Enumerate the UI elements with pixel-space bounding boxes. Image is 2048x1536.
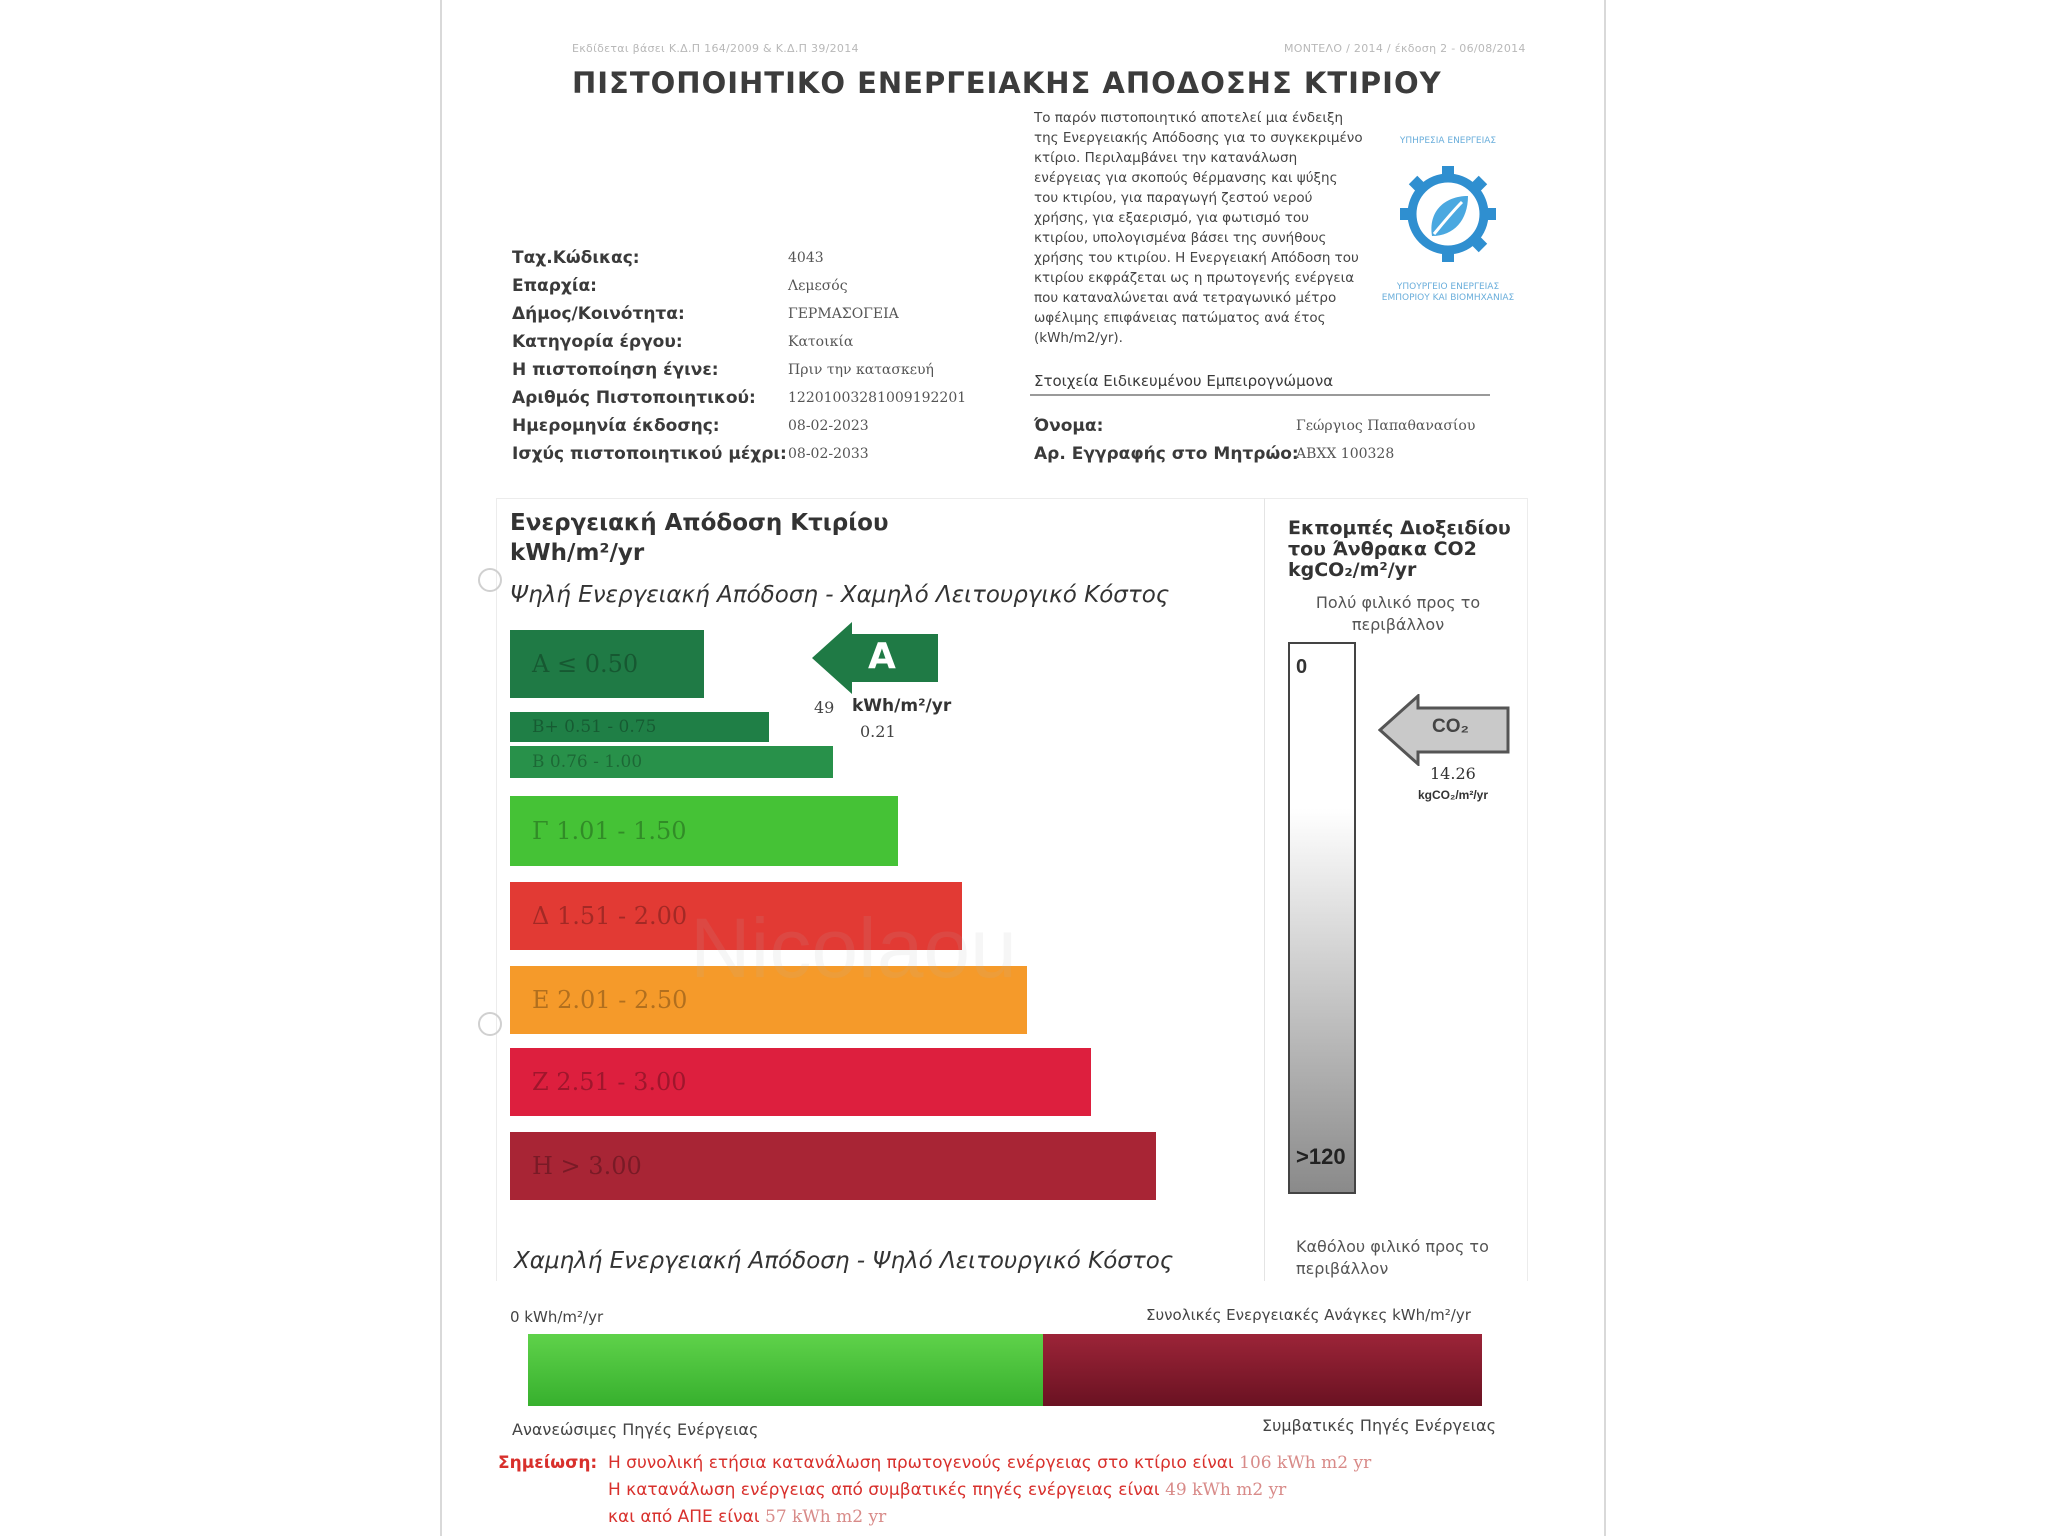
rating-band-label: Β 0.76 - 1.00 <box>532 752 643 772</box>
rating-band-label: Γ 1.01 - 1.50 <box>532 817 687 845</box>
header-regulation-ref: Εκδίδεται βάσει Κ.Δ.Π 164/2009 & Κ.Δ.Π 39/2014 <box>572 42 859 55</box>
logo-top-text: ΥΠΗΡΕΣΙΑ ΕΝΕΡΓΕΙΑΣ <box>1399 136 1497 146</box>
co2-scale-max: >120 <box>1296 1144 1346 1169</box>
expert-name-label: Όνομα: <box>1034 416 1104 436</box>
info-label: Επαρχία: <box>512 276 597 296</box>
info-values <box>788 244 966 468</box>
note-line2-value: 49 kWh m2 yr <box>1165 1480 1287 1500</box>
co2-title-unit: kgCO₂/m²/yr <box>1288 559 1417 581</box>
info-value-postal-code: 4043 <box>788 250 824 266</box>
info-label: Αριθμός Πιστοποιητικού: <box>512 388 756 408</box>
current-energy-ratio: 0.21 <box>860 722 896 741</box>
info-value-certification-stage: Πριν την κατασκευή <box>788 362 934 378</box>
intro-text: Το παρόν πιστοποιητικό αποτελεί μια ένδειξη της Ενεργειακής Απόδοσης για το συγκεκριμένο κτίριο. Περιλαμβάνει την κατανάλωση ενέργειας για σκοπούς θέρμανσης και ψύξης του κτιρίου, για παραγωγή ζεστού νερού χρήσης, για εξαερισμό, για φωτισμό του κτιρίου, υπολογισμένα βάσει της συνήθους χρήσης του κτιρίου. Η Ενεργειακή Απόδοση του κτιρίου εκφράζεται ως η πρωτογενής ενέργεια που καταναλώνεται ανά τετραγωνικό μέτρο ωφέλιμης επιφάνειας πατώματος ανά έτος (kWh/m2/yr). <box>1034 110 1363 346</box>
note-line1-text: Η συνολική ετήσια κατανάλωση πρωτογενούς ενέργειας στο κτίριο είναι <box>608 1453 1234 1473</box>
logo-bottom-line1: ΥΠΟΥΡΓΕΙΟ ΕΝΕΡΓΕΙΑΣ <box>1396 282 1500 292</box>
info-label: Δήμος/Κοινότητα: <box>512 304 685 324</box>
rating-band <box>510 796 898 866</box>
co2-scale-min: 0 <box>1296 656 1308 678</box>
note-line1-value: 106 kWh m2 yr <box>1239 1453 1372 1473</box>
renewable-share-bar <box>528 1334 1043 1406</box>
note-section <box>498 1450 1371 1531</box>
logo-bottom-text <box>1358 282 1538 304</box>
rating-band <box>510 630 704 698</box>
note-line2-text: Η κατανάλωση ενέργειας από συμβατικές πηγές ενέργειας είναι <box>608 1480 1160 1500</box>
expert-values <box>1296 412 1475 468</box>
rating-title <box>510 508 889 568</box>
energy-split-total-label: Συνολικές Ενεργειακές Ανάγκες kWh/m²/yr <box>1146 1306 1471 1324</box>
info-label: Κατηγορία έργου: <box>512 332 683 352</box>
conventional-label: Συμβατικές Πηγές Ενέργειας <box>1262 1416 1496 1435</box>
rating-title-main: Ενεργειακή Απόδοση Κτιρίου <box>510 510 889 536</box>
expert-reg-value: ΑΒΧΧ 100328 <box>1296 446 1395 462</box>
rating-band-label: Ε 2.01 - 2.50 <box>532 986 688 1014</box>
current-energy-unit: kWh/m²/yr <box>852 696 952 716</box>
ministry-logo <box>1358 132 1538 312</box>
note-label: Σημείωση: <box>498 1453 598 1473</box>
note-line-2 <box>498 1477 1371 1504</box>
info-value-category: Κατοικία <box>788 334 854 350</box>
watermark-text: Nicolaou <box>690 901 1017 995</box>
header-model-ref: ΜΟΝΤΕΛΟ / 2014 / έκδοση 2 - 06/08/2014 <box>1284 42 1526 55</box>
co2-scale-bar <box>1288 642 1356 1194</box>
info-label: Ισχύς πιστοποιητικού μέχρι: <box>512 444 787 464</box>
co2-title-line2: του Άνθρακα CO2 <box>1288 538 1477 560</box>
rating-band <box>510 712 769 742</box>
co2-friendly-label: Πολύ φιλικό προς το περιβάλλον <box>1315 593 1481 634</box>
logo-bottom-line2: ΕΜΠΟΡΙΟΥ ΚΑΙ ΒΙΟΜΗΧΑΝΙΑΣ <box>1381 293 1515 303</box>
gear-leaf-icon <box>1388 152 1508 272</box>
info-value-issue-date: 08-02-2023 <box>788 418 869 434</box>
expert-section-title: Στοιχεία Ειδικευμένου Εμπειρογνώμονα <box>1034 372 1334 390</box>
co2-title-line1: Εκπομπές Διοξειδίου <box>1288 517 1511 539</box>
rating-band-label: Β+ 0.51 - 0.75 <box>532 717 657 737</box>
co2-value: 14.26 <box>1430 764 1476 783</box>
rating-band-label: Η > 3.00 <box>532 1152 642 1180</box>
note-line-3 <box>498 1504 1371 1531</box>
info-value-certificate-number: 1220100328100919​2201 <box>788 390 967 406</box>
punch-hole-mark <box>478 1012 502 1036</box>
co2-unfriendly-label: Καθόλου φιλικό προς το περιβάλλον <box>1296 1237 1489 1278</box>
renewable-label: Ανανεώσιμες Πηγές Ενέργειας <box>512 1420 759 1439</box>
info-value-district: Λεμεσός <box>788 278 848 294</box>
expert-name-value: Γεώργιος Παπαθανασίου <box>1296 418 1476 434</box>
rating-title-unit: kWh/m²/yr <box>510 540 645 566</box>
info-labels <box>512 244 787 468</box>
note-line3-text: και από ΑΠΕ είναι <box>608 1507 760 1527</box>
current-class-letter: Α <box>868 636 896 677</box>
rating-band <box>510 1132 1156 1200</box>
info-label: Ταχ.Κώδικας: <box>512 248 640 268</box>
info-label: Ημερομηνία έκδοσης: <box>512 416 720 436</box>
rating-high-efficiency-label: Ψηλή Ενεργειακή Απόδοση - Χαμηλό Λειτουργικό Κόστος <box>510 582 1170 608</box>
rating-band-label: Ζ 2.51 - 3.00 <box>532 1068 687 1096</box>
punch-hole-mark <box>478 568 502 592</box>
rating-band <box>510 1048 1091 1116</box>
page-title: ΠΙΣΤΟΠΟΙΗΤΙΚΟ ΕΝΕΡΓΕΙΑΚΗΣ ΑΠΟΔΟΣΗΣ ΚΤΙΡΙΟΥ <box>572 66 1442 100</box>
co2-title <box>1288 518 1511 581</box>
info-value-valid-until: 08-02-2033 <box>788 446 869 462</box>
energy-split-zero-label: 0 kWh/m²/yr <box>510 1308 604 1326</box>
energy-split-bar <box>528 1334 1482 1406</box>
current-energy-value: 49 <box>814 698 835 717</box>
rating-band-label: Δ 1.51 - 2.00 <box>532 902 688 930</box>
info-value-municipality: ΓΕΡΜΑΣΟΓΕΙΑ <box>788 306 899 322</box>
expert-divider <box>1030 394 1490 396</box>
rating-band-label: Α ≤ 0.50 <box>532 650 639 678</box>
expert-reg-label: Αρ. Εγγραφής στο Μητρώο: <box>1034 444 1299 464</box>
note-line-1 <box>498 1450 1371 1477</box>
co2-unit: kgCO₂/m²/yr <box>1418 788 1489 802</box>
rating-band <box>510 746 833 778</box>
expert-labels <box>1034 412 1299 468</box>
note-line3-value: 57 kWh m2 yr <box>765 1507 887 1527</box>
conventional-share-bar <box>1043 1334 1482 1406</box>
co2-arrow-label: CO₂ <box>1432 716 1469 737</box>
rating-low-efficiency-label: Χαμηλή Ενεργειακή Απόδοση - Ψηλό Λειτουργικό Κόστος <box>514 1248 1174 1274</box>
info-label: Η πιστοποίηση έγινε: <box>512 360 719 380</box>
